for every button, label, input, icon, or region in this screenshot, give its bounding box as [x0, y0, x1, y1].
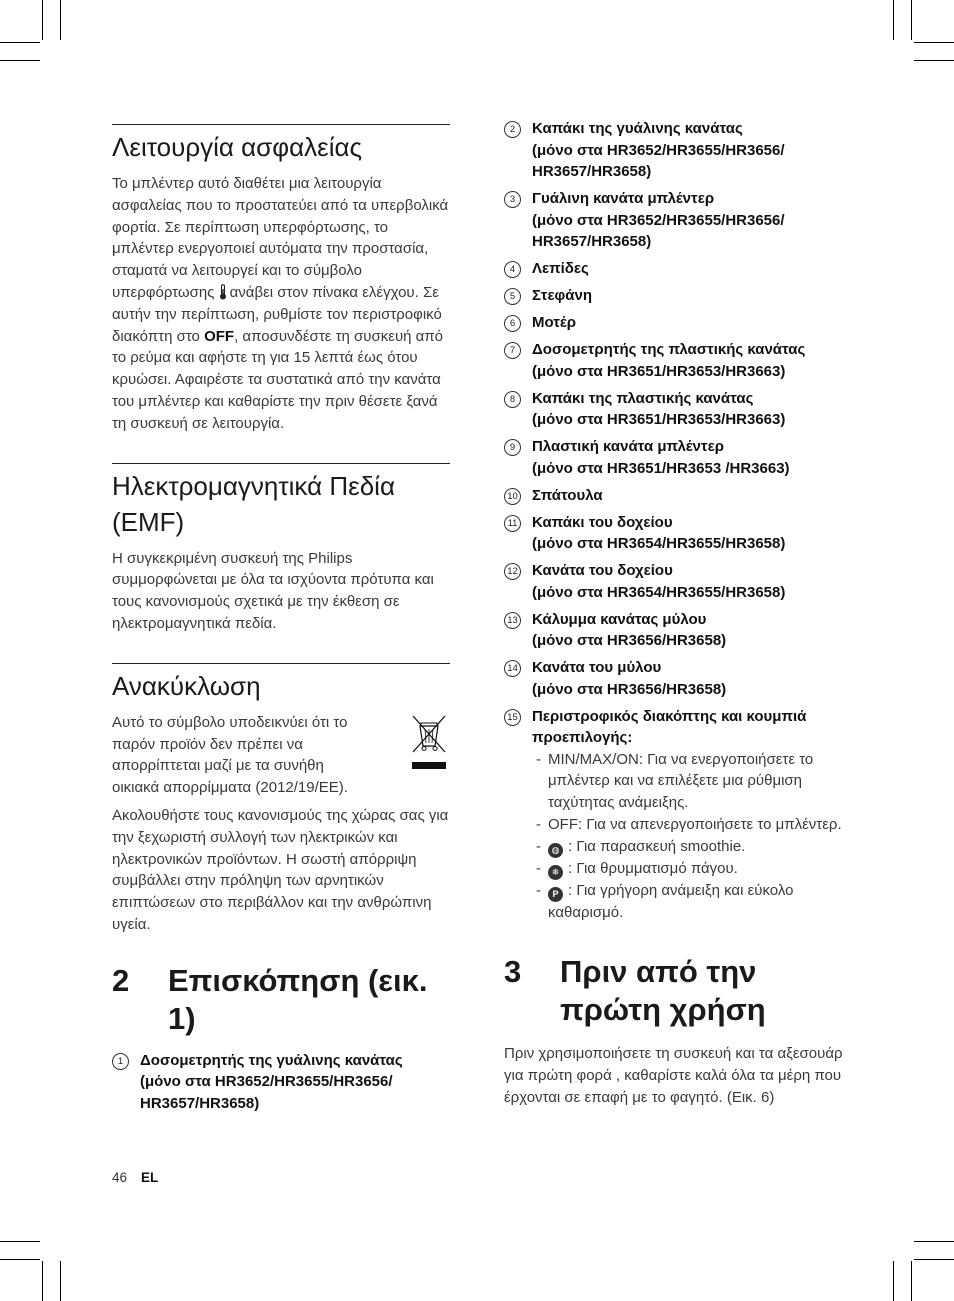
section-rule — [112, 124, 450, 125]
overview-heading — [112, 962, 450, 1038]
safety-section — [112, 124, 450, 435]
control-option — [536, 836, 844, 858]
control-option — [536, 858, 844, 880]
parts-list-item — [504, 436, 844, 479]
parts-list-item — [504, 512, 844, 555]
parts-list-item — [504, 312, 844, 334]
before-use-heading — [504, 953, 844, 1029]
page-number: 46 — [112, 1170, 128, 1185]
item-model-note: (μόνο στα HR3656/HR3658) — [532, 680, 727, 698]
item-text — [140, 1050, 450, 1115]
crop-mark — [914, 60, 954, 61]
item-model-note: (μόνο στα HR3652/HR3655/HR3656/ HR3657/HR3658) — [532, 141, 785, 180]
crop-mark — [911, 0, 912, 40]
item-number-badge: 2 — [504, 121, 521, 138]
parts-list-item — [504, 339, 844, 382]
smoothie-icon: ◍ — [548, 843, 563, 858]
item-text — [532, 188, 844, 253]
item-number-badge: 1 — [112, 1053, 129, 1070]
item-label: Περιστροφικός διακόπτης και κουμπιά προεπιλογής: — [532, 707, 807, 746]
parts-list-left — [112, 1050, 450, 1115]
recycling-text-1: Αυτό το σύμβολο υποδεικνύει ότι το παρόν προϊόν δεν πρέπει να απορρίπτεται μαζί με τα συνήθη οικιακά απορρίμματα (2012/19/EE). — [112, 713, 348, 797]
crop-mark — [42, 0, 43, 40]
chapter-title: Πριν από την πρώτη χρήση — [560, 953, 766, 1027]
item-text — [532, 512, 785, 555]
item-number-badge: 8 — [504, 391, 521, 408]
item-number-badge: 14 — [504, 660, 521, 677]
crop-mark — [0, 1259, 40, 1260]
item-number-badge: 5 — [504, 288, 521, 305]
crop-mark — [60, 0, 61, 40]
control-option-text: : Για θρυμματισμό πάγου. — [568, 859, 738, 877]
control-option — [536, 814, 844, 836]
list-dash: - — [536, 837, 541, 855]
item-number-badge: 6 — [504, 315, 521, 332]
item-label: Δοσομετρητής της πλαστικής κανάτας — [532, 341, 806, 358]
item-number-badge: 4 — [504, 261, 521, 278]
crop-mark — [914, 42, 954, 43]
item-label: Κάλυμμα κανάτας μύλου — [532, 610, 707, 628]
list-dash: - — [536, 859, 541, 877]
item-label: Γυάλινη κανάτα μπλέντερ — [532, 190, 715, 207]
item-text — [532, 388, 785, 431]
list-dash: - — [536, 815, 541, 833]
crop-mark — [0, 1241, 40, 1242]
chapter-title: Επισκόπηση (εικ. 1) — [168, 962, 428, 1036]
item-text — [532, 312, 576, 334]
parts-list-item — [504, 706, 844, 924]
emf-section — [112, 463, 450, 635]
control-option — [536, 749, 844, 814]
crop-mark — [911, 1261, 912, 1301]
crop-mark — [914, 1259, 954, 1260]
crop-mark — [914, 1241, 954, 1242]
safety-text-part2: ανάβει στον πίνακα ελέγχου. Σε αυτήν την περίπτωση, ρυθμίστε τον περιστροφικό διακόπτη στο — [112, 283, 442, 345]
parts-list-item — [504, 657, 844, 700]
item-number-badge: 3 — [504, 191, 521, 208]
before-use-text: Πριν χρησιμοποιήσετε τη συσκευή και τα αξεσουάρ για πρώτη φορά , καθαρίστε καλά όλα τα μέρη που έρχονται σε επαφή με το φαγητό. (Εικ. 6) — [504, 1044, 843, 1106]
control-options-list — [532, 749, 844, 924]
parts-list-item — [504, 485, 844, 507]
control-option-text: OFF: Για να απενεργοποιήσετε το μπλέντερ. — [548, 815, 842, 833]
control-option-body — [548, 880, 844, 924]
crossed-bin-icon — [408, 714, 450, 772]
item-model-note: (μόνο στα HR3651/HR3653/HR3663) — [532, 411, 786, 428]
item-text — [532, 339, 805, 382]
emf-title: Ηλεκτρομαγνητικά Πεδία (EMF) — [112, 470, 395, 537]
ice-crush-icon: ❄ — [548, 865, 563, 880]
control-option-text: : Για γρήγορη ανάμειξη και εύκολο καθαρισμό. — [548, 881, 794, 921]
safety-text — [112, 173, 450, 435]
item-label: Κανάτα του δοχείου — [532, 562, 673, 579]
page-footer — [112, 1170, 158, 1185]
item-text — [532, 706, 844, 924]
chapter-number: 2 — [112, 962, 130, 998]
crop-mark — [0, 42, 40, 43]
item-label: Λεπίδες — [532, 260, 589, 277]
crop-mark — [60, 1261, 61, 1301]
safety-text-part1: Το μπλέντερ αυτό διαθέτει μια λειτουργία ασφαλείας που το προστατεύει από τα υπερβολικά φορτία. Σε περίπτωση υπερφόρτωσης, το μπλέντερ ενεργοποιεί αυτόματα την προστασία, σταματά να λειτουργεί και το σύμβολο υπερφόρτωσης — [112, 175, 449, 301]
item-text — [532, 657, 726, 700]
item-number-badge: 10 — [504, 488, 521, 505]
item-label: Καπάκι του δοχείου — [532, 513, 673, 531]
item-label: Πλαστική κανάτα μπλέντερ — [532, 438, 724, 455]
item-label: Δοσομετρητής της γυάλινης κανάτας — [140, 1051, 403, 1069]
control-option-text: : Για παρασκευή smoothie. — [568, 837, 746, 855]
item-label: Σπάτουλα — [532, 486, 603, 504]
item-number-badge: 11 — [504, 515, 521, 532]
right-column — [504, 118, 844, 1108]
pulse-icon: P — [548, 887, 563, 902]
safety-title: Λειτουργία ασφαλείας — [112, 132, 363, 162]
item-text — [532, 436, 790, 479]
parts-list-item — [504, 118, 844, 183]
item-label: Στεφάνη — [532, 287, 593, 304]
item-model-note: (μόνο στα HR3652/HR3655/HR3656/ HR3657/HR3658) — [140, 1073, 393, 1112]
control-option-body — [548, 858, 738, 880]
control-option — [536, 880, 844, 924]
item-number-badge: 7 — [504, 342, 521, 359]
item-text — [532, 609, 726, 652]
parts-list-item — [504, 560, 844, 603]
section-rule — [112, 463, 450, 464]
item-model-note: (μόνο στα HR3654/HR3655/HR3658) — [532, 535, 786, 552]
crop-mark — [42, 1261, 43, 1301]
safety-text-part3: , αποσυνδέστε τη συσκευή από το ρεύμα και αφήστε τη για 15 λεπτά έως ότου κρυώσει. Αφαιρέστε τα συστατικά από την κανάτα του μπλέντερ και καθαρίστε την πριν θέσετε ξανά τη συσκευή σε λειτουργία. — [112, 327, 444, 432]
item-model-note: (μόνο στα HR3652/HR3655/HR3656/ HR3657/HR3658) — [532, 211, 785, 250]
emf-text: Η συγκεκριμένη συσκευή της Philips συμμορφώνεται με όλα τα ισχύοντα πρότυπα και τους κανονισμούς σχετικά με την έκθεση σε ηλεκτρομαγνητικά πεδία. — [112, 549, 434, 632]
control-option-body — [548, 814, 842, 836]
control-option-text: MIN/MAX/ON: Για να ενεργοποιήσετε το μπλέντερ και να επιλέξετε μια ρύθμιση ταχύτητας ανάμειξης. — [548, 750, 814, 812]
recycling-row — [112, 712, 450, 799]
recycling-title: Ανακύκλωση — [112, 670, 261, 701]
item-text — [532, 485, 603, 507]
item-label: Καπάκι της γυάλινης κανάτας — [532, 120, 743, 137]
crop-mark — [893, 0, 894, 40]
item-model-note: (μόνο στα HR3656/HR3658) — [532, 632, 727, 649]
parts-list-item — [504, 609, 844, 652]
item-model-note: (μόνο στα HR3654/HR3655/HR3658) — [532, 583, 786, 601]
language-code: EL — [141, 1170, 159, 1185]
parts-list-item — [504, 258, 844, 280]
control-option-body — [548, 749, 844, 814]
crop-mark — [893, 1261, 894, 1301]
control-option-body — [548, 836, 745, 858]
parts-list-right — [504, 118, 844, 923]
item-label: Καπάκι της πλαστικής κανάτας — [532, 389, 754, 407]
item-number-badge: 9 — [504, 439, 521, 456]
item-text — [532, 258, 589, 280]
parts-list-item — [112, 1050, 450, 1115]
item-label: Μοτέρ — [532, 314, 576, 331]
recycling-section — [112, 663, 450, 936]
item-number-badge: 15 — [504, 709, 521, 726]
recycling-text-2: Ακολουθήστε τους κανονισμούς της χώρας σας για την ξεχωριστή συλλογή των ηλεκτρικών και ηλεκτρονικών προϊόντων. Η σωστή απόρριψη συμβάλλει στην πρόληψη των αρνητικών επιπτώσεων στο περιβάλλον και την ανθρώπινη υγεία. — [112, 806, 449, 933]
list-dash: - — [536, 750, 541, 768]
item-model-note: (μόνο στα HR3651/HR3653 /HR3663) — [532, 459, 790, 477]
item-number-badge: 12 — [504, 563, 521, 580]
crop-mark — [0, 60, 40, 61]
parts-list-item — [504, 188, 844, 253]
off-label: OFF — [204, 327, 235, 345]
item-number-badge: 13 — [504, 612, 521, 629]
item-text — [532, 118, 844, 183]
item-text — [532, 560, 785, 603]
item-model-note: (μόνο στα HR3651/HR3653/HR3663) — [532, 362, 786, 380]
thermometer-icon — [219, 284, 227, 300]
left-column — [112, 124, 450, 1120]
chapter-number: 3 — [504, 953, 522, 989]
item-text — [532, 285, 592, 307]
parts-list-item — [504, 388, 844, 431]
section-rule — [112, 663, 450, 664]
item-label: Κανάτα του μύλου — [532, 659, 662, 676]
parts-list-item — [504, 285, 844, 307]
list-dash: - — [536, 881, 541, 899]
